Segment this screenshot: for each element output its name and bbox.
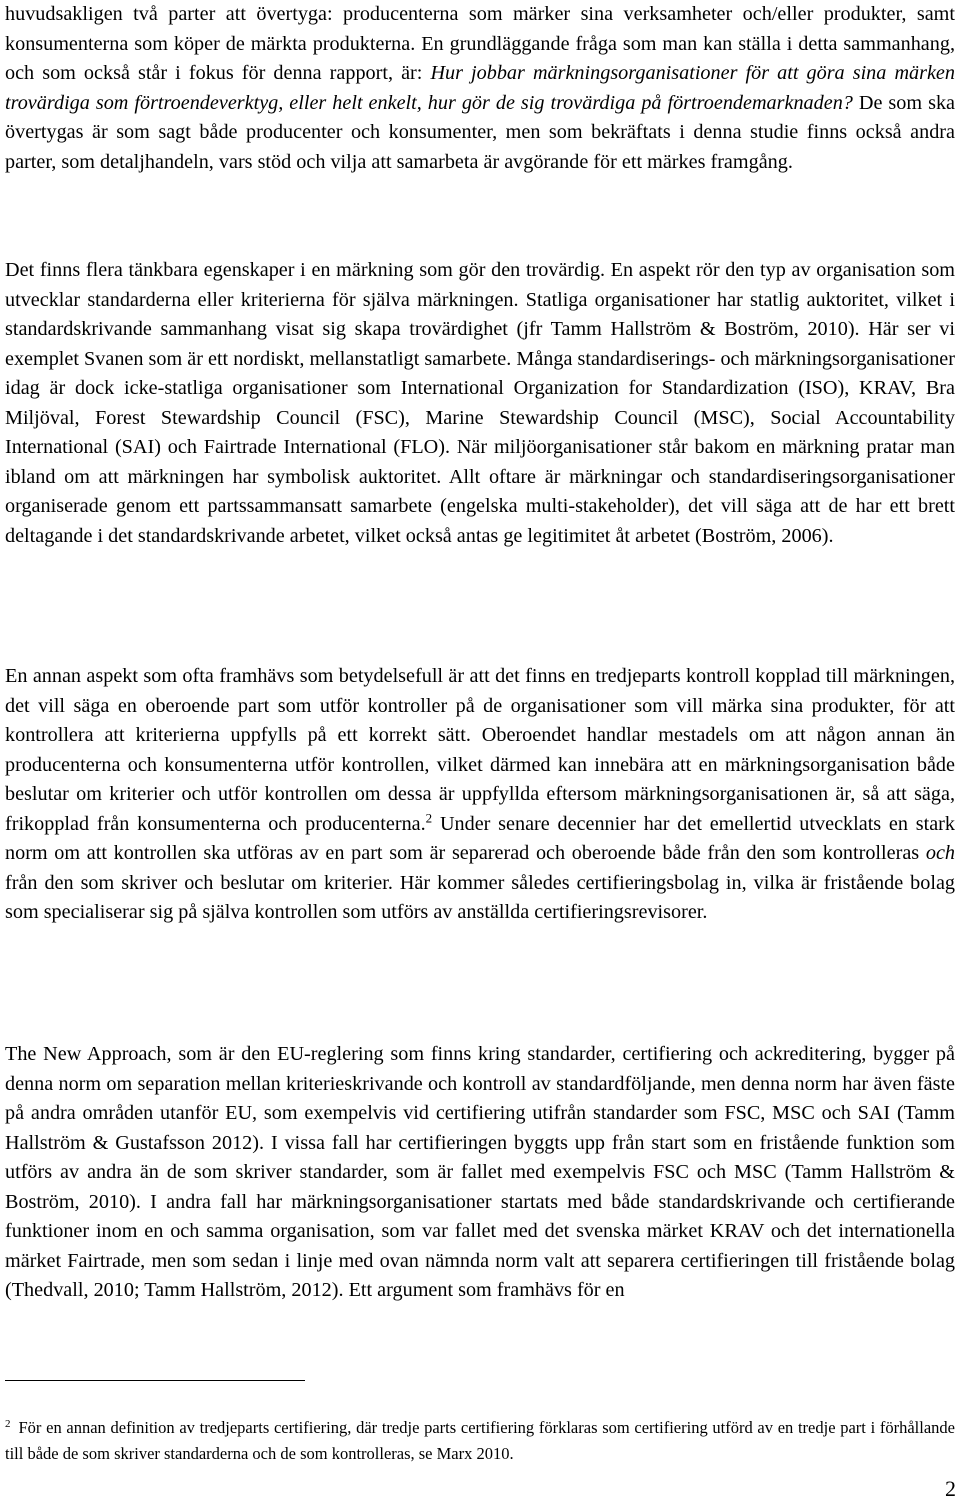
- paragraph-1: [5, 0, 955, 177]
- paragraph-2: Det finns flera tänkbara egenskaper i en märkning som gör den trovärdig. En aspekt rör den typ av organisation som utvecklar standarderna eller kriterierna för själva märkningen. Statliga organisationer har statlig auktoritet, vilket i standardskrivande sammanhang visat sig skapa trovärdighet (jfr Tamm Hallström & Boström, 2010). Här ser vi exemplet Svanen som är ett nordiskt, mellanstatligt samarbete. Många standardiserings- och märkningsorganisationer idag är dock icke-statliga organisationer som International Organization for Standardization (ISO), KRAV, Bra Miljöval, Forest Stewardship Council (FSC), Marine Stewardship Council (MSC), Social Accountability International (SAI) och Fairtrade International (FLO). När miljöorganisationer står bakom en märkning pratar man ibland om att märkningen har symbolisk auktoritet. Allt oftare är märkningar och standardiseringsorganisationer organiserade genom ett partssammansatt samarbete (engelska multi-stakeholder), det vill säga att de har ett brett deltagande i det standardskrivande arbetet, vilket också antas ge legitimitet åt arbetet (Boström, 2006).: [5, 259, 955, 547]
- paragraph-3-text-c: från den som skriver och beslutar om kriterier. Här kommer således certifieringsbolag in, vilka är fristående bolag som specialiserar sig på själva kontrollen som utförs av anställda certifieringsrevisorer.: [5, 871, 955, 923]
- footnote-separator: [5, 1380, 305, 1381]
- page-number: 2: [945, 1476, 956, 1501]
- paragraph-3: [5, 662, 955, 928]
- paragraph-1-text-b: De som ska övertygas är som sagt både producenter och konsumenter, men som bekräftats i denna studie finns också andra parter, som detaljhandeln, vars stöd och vilja att samarbeta är avgörande för ett märkes framgång.: [5, 91, 955, 173]
- paragraph-3-text-a: En annan aspekt som ofta framhävs som betydelsefull är att det finns en tredjeparts kontroll kopplad till märkningen, det vill säga en oberoende part som utför kontroller på de organisationer som vill märka sina produkter, för att kontrollera att kriterierna uppfylls på ett korrekt sätt. Oberoendet handlar mestadels om att någon annan än producenterna och konsumenterna utför kontrollen, vilket därmed kan innebära att en märkningsorganisation både beslutar om kriterier och utför kontrollen om dessa är uppfyllda eftersom märkningsorganisationen är, så att säga, frikopplad från konsumenterna och producenterna.: [5, 665, 955, 835]
- footnote-number: 2: [5, 1417, 11, 1430]
- footnote-text: För en annan definition av tredjeparts certifiering, där tredje parts certifiering förklaras som certifiering utförd av en tredje part i förhållande till både de som skriver standarderna och de som kontrolleras, se Marx 2010.: [5, 1418, 955, 1463]
- paragraph-3-text-b: Under senare decennier har det emellertid utvecklats en stark norm om att kontrollen ska utföras av en part som är separerad och oberoende både från den som kontrolleras: [5, 812, 955, 864]
- footnote-reference: 2: [425, 809, 433, 825]
- paragraph-1-research-question: Hur jobbar märkningsorganisationer för att göra sina märken trovärdiga som förtroendeverktyg, eller helt enkelt, hur gör de sig trovärdiga på förtroendemarknaden?: [5, 62, 955, 114]
- paragraph-4: The New Approach, som är den EU-reglering som finns kring standarder, certifiering och ackreditering, bygger på denna norm om separation mellan kriterieskrivande och kontroll av standardföljande, men denna norm har även fäste på andra områden utanför EU, som exempelvis vid certifiering utifrån standarder som FSC, MSC och SAI (Tamm Hallström & Gustafsson 2012). I vissa fall har certifieringen byggts upp från start som en fristående funktion som utförs av andra än de som skriver standarder, som är fallet med exempelvis FSC och MSC (Tamm Hallström & Boström, 2010). I andra fall har märkningsorganisationer startats med både standardskrivande och certifierande funktioner inom en och samma organisation, som var fallet med det svenska märket KRAV och det internationella märket Fairtrade, men som sedan i linje med ovan nämnda norm valt att separera certifieringen till fristående bolag (Thedvall, 2010; Tamm Hallström, 2012). Ett argument som framhävs för en: [5, 1043, 955, 1301]
- footnote: [5, 1415, 955, 1467]
- paragraph-1-text-a: huvudsakligen två parter att övertyga: producenterna som märker sina verksamheter och/eller produkter, samt konsumenterna som köper de märkta produkterna. En grundläggande fråga som man kan ställa i detta sammanhang, och som också står i fokus för denna rapport, är:: [5, 3, 955, 84]
- paragraph-3-italic-word: och: [925, 842, 955, 864]
